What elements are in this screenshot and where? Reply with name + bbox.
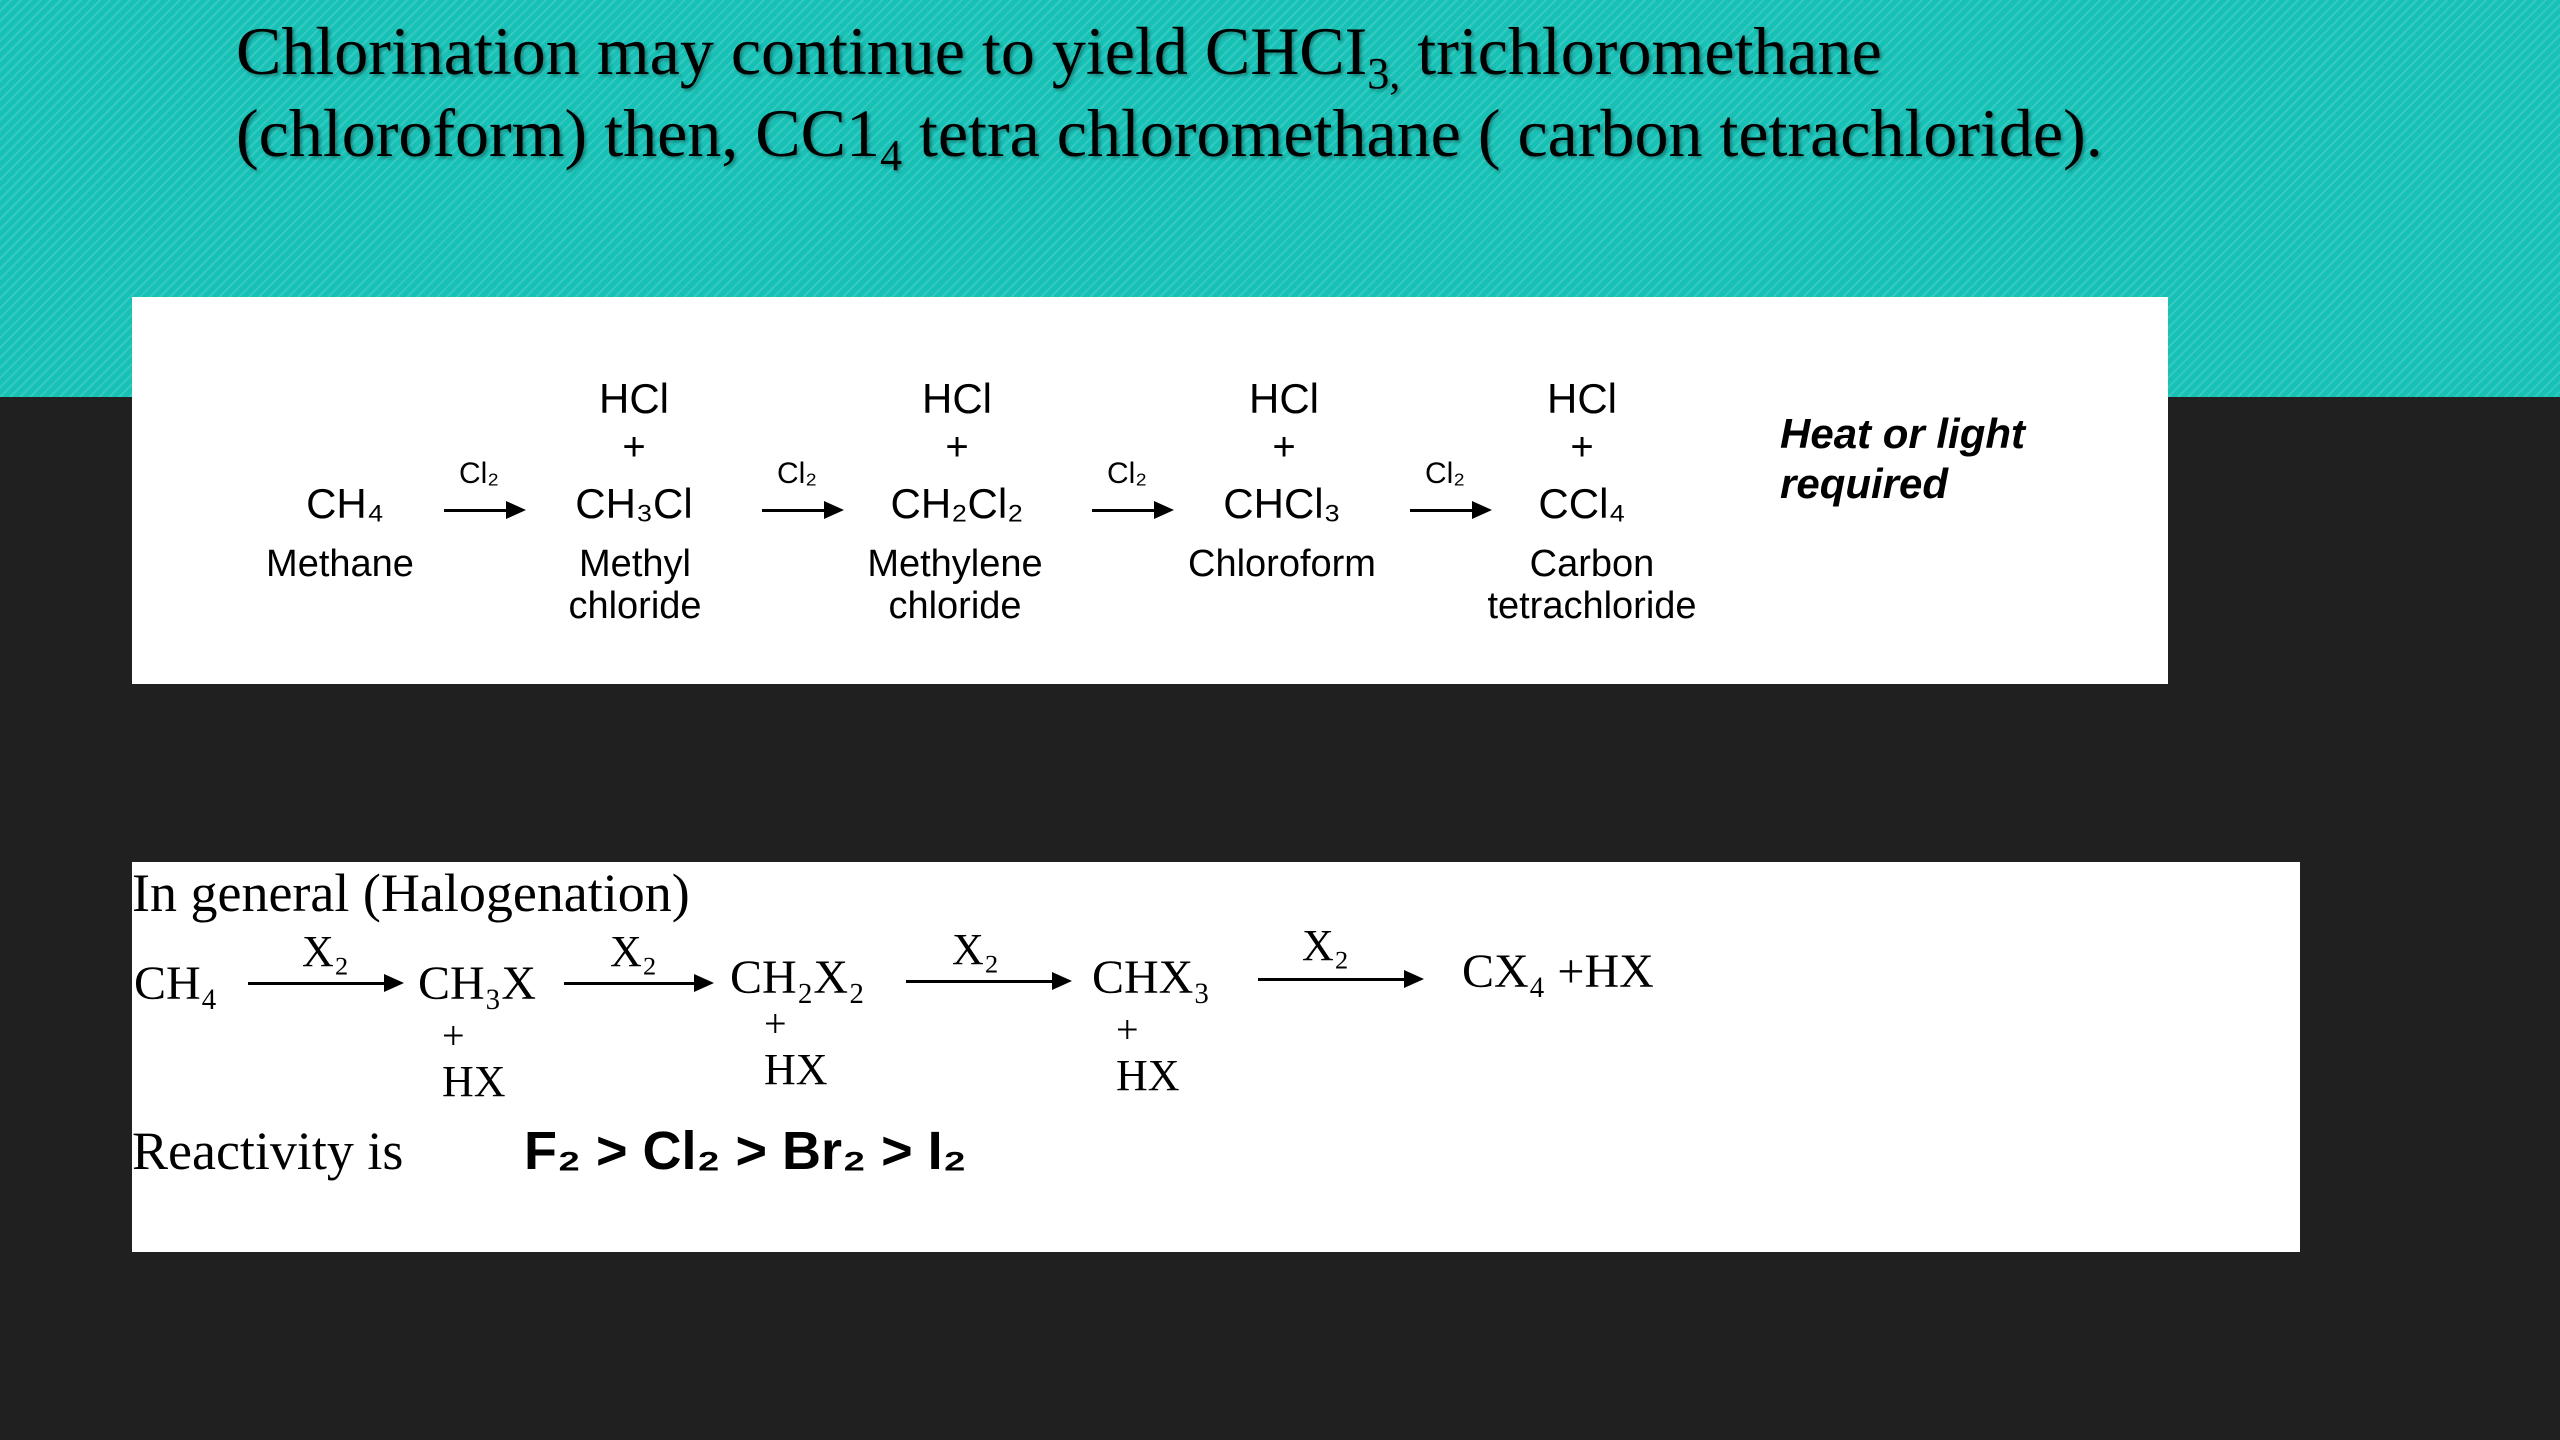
general-reagent-4: X₂ bbox=[1302, 921, 1350, 970]
name-chloroform: Chloroform bbox=[1188, 543, 1376, 585]
general-halogenation-panel bbox=[132, 862, 2300, 1252]
name-methane: Methane bbox=[266, 543, 414, 585]
byproduct-hcl-3: HCl bbox=[1249, 375, 1319, 422]
arrow-head-icon bbox=[824, 501, 844, 519]
title-line2: (chloroform) then, $CC1_4$ tetra chloromethane ( carbon tetrachloride). bbox=[236, 95, 2103, 180]
arrow-head-icon bbox=[1472, 501, 1492, 519]
formula-methyl-chloride: CH₃Cl bbox=[575, 480, 693, 527]
reactivity-label: Reactivity is bbox=[132, 1121, 404, 1181]
reactivity-series: F₂ > Cl₂ > Br₂ > I₂ bbox=[524, 1121, 967, 1181]
arrow-head-icon bbox=[1052, 972, 1072, 990]
name-methyl-chloride: Methyl chloride bbox=[568, 543, 702, 627]
reaction-condition-note: Heat or light required bbox=[1780, 410, 2026, 507]
reaction-arrow-3 bbox=[1092, 509, 1158, 512]
general-byproduct-3: HX bbox=[1116, 1051, 1180, 1100]
general-plus-1: + bbox=[442, 1013, 465, 1058]
general-species-ch4: CH₄ bbox=[134, 957, 218, 1010]
general-reagent-1: X₂ bbox=[302, 927, 350, 976]
name-methylene-chloride: Methylene chloride bbox=[867, 543, 1043, 627]
plus-3: + bbox=[1272, 425, 1296, 469]
general-byproduct-2: HX bbox=[764, 1045, 828, 1094]
reagent-cl2-2: Cl₂ bbox=[777, 457, 817, 490]
arrow-head-icon bbox=[506, 501, 526, 519]
reaction-arrow-1 bbox=[444, 509, 510, 512]
general-species-chx3: CHX₃ bbox=[1092, 951, 1211, 1004]
general-heading: In general (Halogenation) bbox=[132, 863, 690, 923]
reagent-cl2-1: Cl₂ bbox=[459, 457, 499, 490]
formula-chloroform: CHCl₃ bbox=[1223, 480, 1341, 527]
plus-1: + bbox=[622, 425, 646, 469]
formula-methane: CH₄ bbox=[306, 480, 384, 527]
arrow-head-icon bbox=[384, 974, 404, 992]
arrow-head-icon bbox=[694, 974, 714, 992]
general-species-cx4: CX₄ +HX bbox=[1462, 945, 1654, 998]
reaction-arrow-2 bbox=[762, 509, 828, 512]
byproduct-hcl-1: HCl bbox=[599, 375, 669, 422]
name-carbon-tetrachloride: Carbon tetrachloride bbox=[1487, 543, 1697, 627]
slide-title bbox=[236, 10, 2486, 180]
general-arrow-3 bbox=[906, 980, 1056, 983]
general-plus-2: + bbox=[764, 1001, 787, 1046]
general-species-ch2x2: CH₂X₂ bbox=[730, 951, 865, 1004]
general-arrow-2 bbox=[564, 982, 698, 985]
byproduct-hcl-4: HCl bbox=[1547, 375, 1617, 422]
chlorination-scheme-image bbox=[132, 297, 2168, 684]
general-reagent-3: X₂ bbox=[952, 925, 1000, 974]
formula-methylene-chloride: CH₂Cl₂ bbox=[890, 480, 1024, 527]
byproduct-hcl-2: HCl bbox=[922, 375, 992, 422]
plus-4: + bbox=[1570, 425, 1594, 469]
plus-2: + bbox=[945, 425, 969, 469]
general-byproduct-1: HX bbox=[442, 1057, 506, 1106]
formula-carbon-tetrachloride: CCl₄ bbox=[1538, 480, 1626, 527]
general-arrow-1 bbox=[248, 982, 388, 985]
arrow-head-icon bbox=[1404, 970, 1424, 988]
reagent-cl2-3: Cl₂ bbox=[1107, 457, 1147, 490]
arrow-head-icon bbox=[1154, 501, 1174, 519]
general-reagent-2: X₂ bbox=[610, 927, 658, 976]
reaction-arrow-4 bbox=[1410, 509, 1476, 512]
general-arrow-4 bbox=[1258, 978, 1408, 981]
reagent-cl2-4: Cl₂ bbox=[1425, 457, 1465, 490]
general-plus-3: + bbox=[1116, 1007, 1139, 1052]
general-species-ch3x: CH₃X bbox=[418, 957, 537, 1010]
title-line1: Chlorination may continue to yield $CHCI_{3,}$ trichloromethane bbox=[236, 13, 1882, 98]
